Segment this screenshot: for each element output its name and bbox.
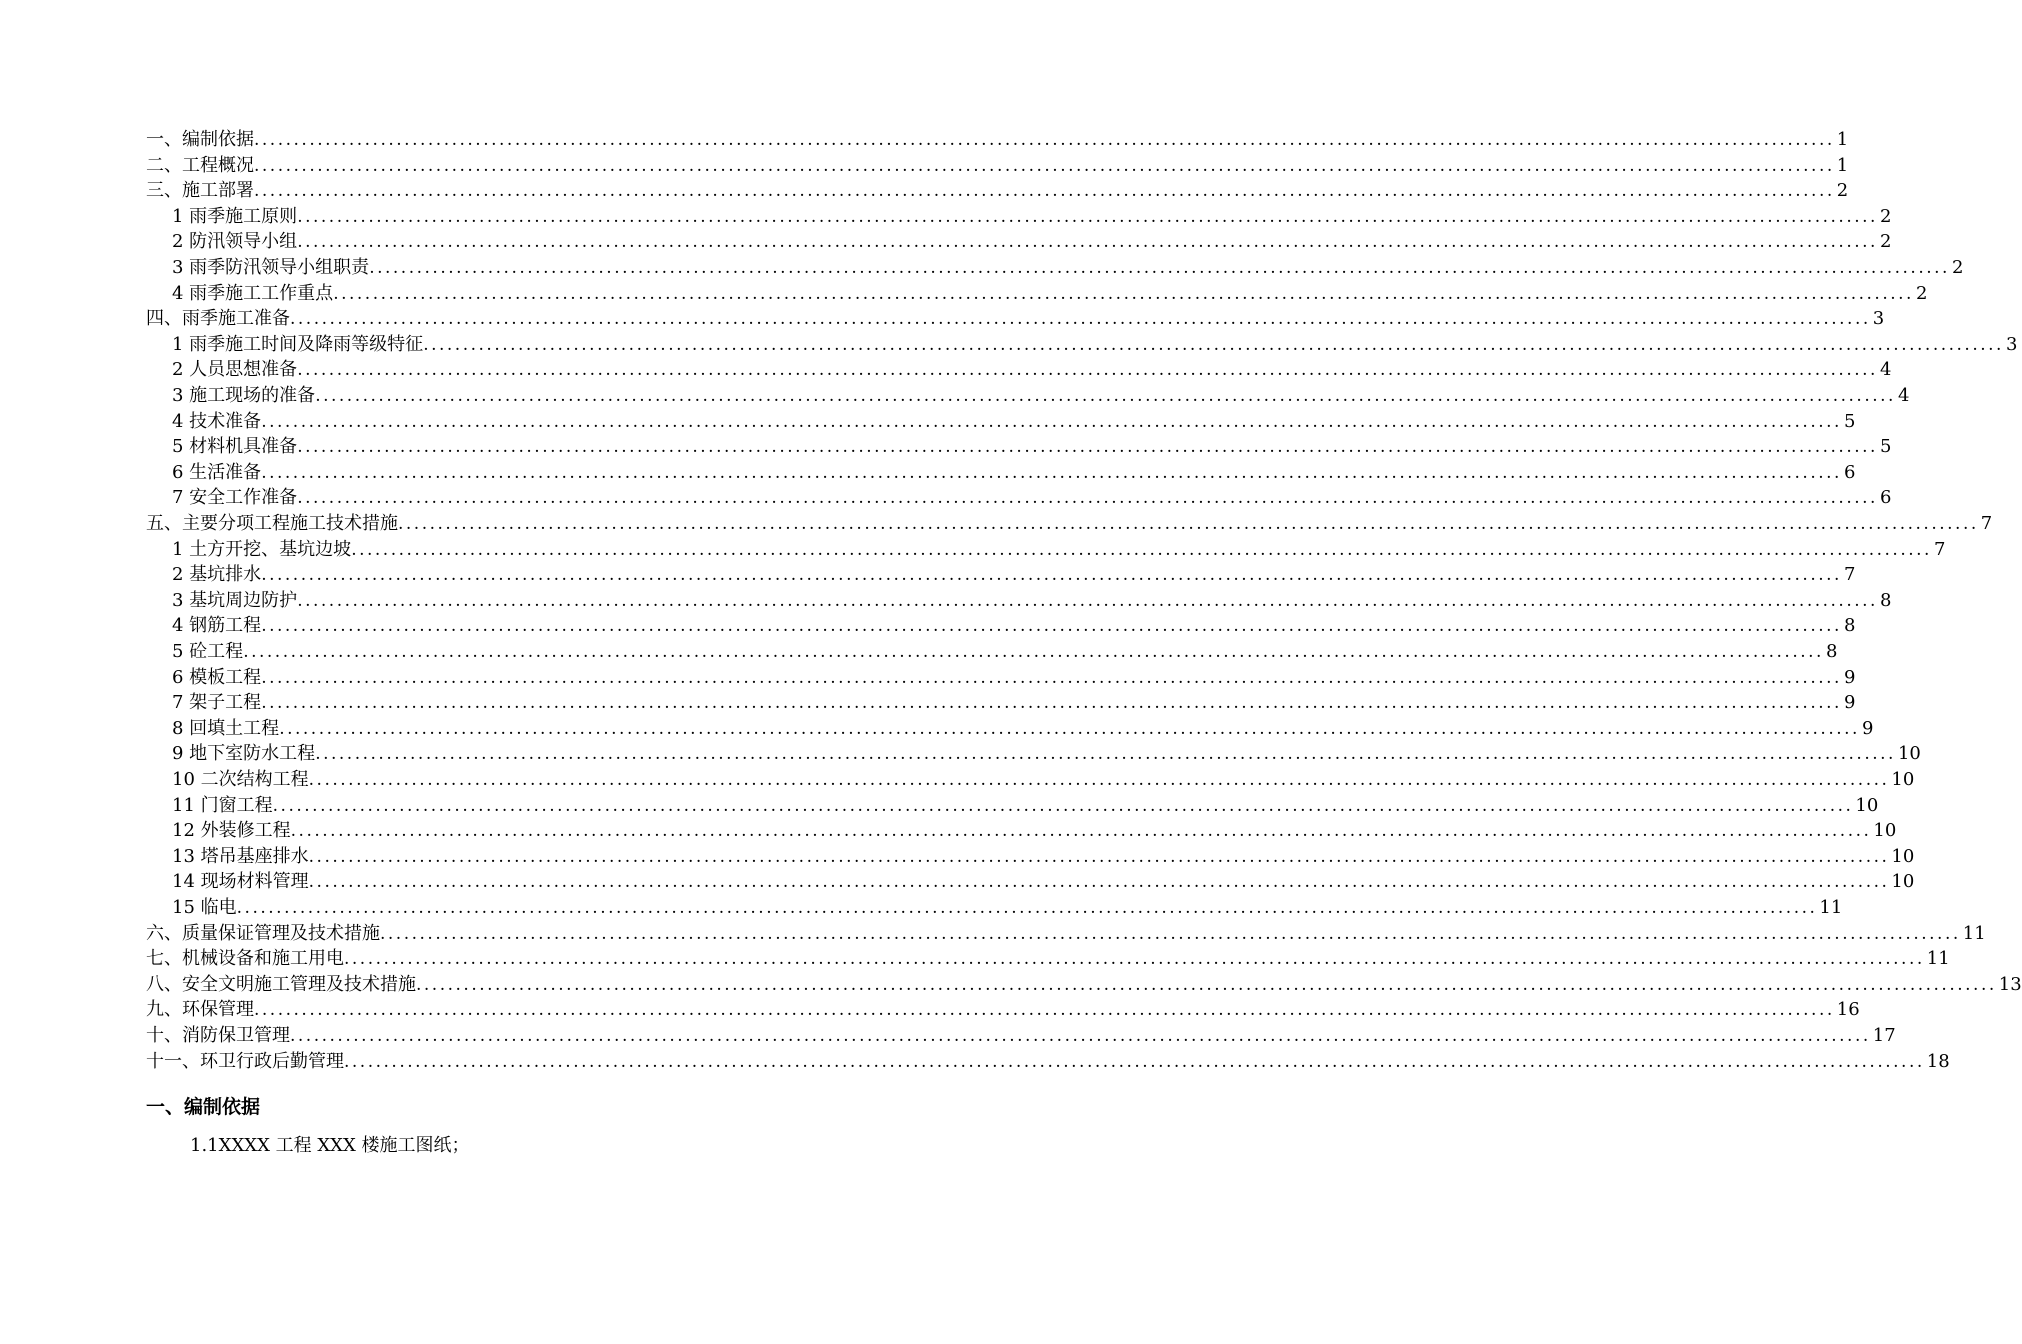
toc-entry[interactable] [172, 613, 1856, 638]
toc-entry[interactable] [146, 127, 1849, 152]
toc-entry-label: 十、消防保卫管理 [146, 1025, 290, 1046]
toc-entry-label: 四、雨季施工准备 [146, 308, 290, 329]
toc-entry-label: 11 门窗工程 [172, 795, 273, 816]
toc-entry-page: 18 [1926, 1051, 1950, 1072]
toc-entry-label: 8 回填土工程 [172, 718, 280, 739]
toc-leader-dots: ........................................................................................................................................................................................................ [272, 796, 1854, 816]
toc-entry-page: 9 [1843, 667, 1856, 688]
toc-entry[interactable] [172, 255, 1964, 280]
toc-entry-label: 5 材料机具准备 [172, 436, 298, 457]
toc-leader-dots: ........................................................................................................................................................................................................ [261, 668, 1842, 688]
toc-entry-page: 1 [1836, 129, 1849, 150]
toc-entry[interactable] [172, 818, 1897, 843]
toc-entry-page: 8 [1825, 641, 1838, 662]
toc-leader-dots: ........................................................................................................................................................................................................ [254, 1000, 1835, 1020]
toc-leader-dots: ........................................................................................................................................................................................................ [261, 463, 1842, 483]
toc-entry[interactable] [172, 690, 1856, 715]
toc-entry-label: 3 雨季防汛领导小组职责 [172, 257, 370, 278]
toc-entry[interactable] [146, 153, 1849, 178]
toc-entry[interactable] [146, 511, 1993, 536]
toc-leader-dots: ........................................................................................................................................................................................................ [261, 412, 1842, 432]
toc-leader-dots: ........................................................................................................................................................................................................ [297, 207, 1878, 227]
toc-leader-dots: ........................................................................................................................................................................................................ [279, 719, 1860, 739]
toc-entry-page: 2 [1951, 257, 1964, 278]
toc-leader-dots: ........................................................................................................................................................................................................ [297, 488, 1878, 508]
toc-entry[interactable] [172, 639, 1838, 664]
toc-leader-dots: ........................................................................................................................................................................................................ [344, 1052, 1925, 1072]
toc-entry[interactable] [172, 895, 1843, 920]
toc-leader-dots: ........................................................................................................................................................................................................ [423, 335, 2004, 355]
toc-entry-label: 七、机械设备和施工用电 [146, 948, 344, 969]
toc-entry[interactable] [172, 357, 1892, 382]
toc-entry-label: 五、主要分项工程施工技术措施 [146, 513, 398, 534]
toc-entry-page: 6 [1843, 462, 1856, 483]
toc-entry-label: 7 安全工作准备 [172, 487, 298, 508]
toc-entry-page: 3 [1872, 308, 1885, 329]
toc-entry[interactable] [172, 588, 1892, 613]
toc-leader-dots: ........................................................................................................................................................................................................ [315, 386, 1896, 406]
toc-leader-dots: ........................................................................................................................................................................................................ [333, 284, 1914, 304]
toc-leader-dots: ........................................................................................................................................................................................................ [254, 156, 1835, 176]
section-heading: 一、编制依据 [146, 1096, 261, 1118]
toc-entry-page: 2 [1879, 206, 1892, 227]
toc-entry[interactable] [172, 741, 1921, 766]
toc-entry[interactable] [172, 485, 1892, 510]
toc-entry[interactable] [172, 383, 1910, 408]
toc-entry-label: 3 基坑周边防护 [172, 590, 298, 611]
toc-entry-label: 6 模板工程 [172, 667, 262, 688]
toc-entry-label: 二、工程概况 [146, 155, 254, 176]
toc-entry[interactable] [172, 204, 1892, 229]
toc-entry-label: 九、环保管理 [146, 999, 254, 1020]
toc-leader-dots: ........................................................................................................................................................................................................ [416, 975, 1997, 995]
toc-entry-label: 十一、环卫行政后勤管理 [146, 1051, 344, 1072]
toc-leader-dots: ........................................................................................................................................................................................................ [236, 898, 1818, 918]
toc-entry[interactable] [172, 716, 1874, 741]
toc-entry-label: 六、质量保证管理及技术措施 [146, 923, 380, 944]
toc-entry-page: 9 [1843, 692, 1856, 713]
toc-leader-dots: ........................................................................................................................................................................................................ [315, 744, 1896, 764]
toc-entry-page: 10 [1873, 820, 1897, 841]
toc-entry-label: 2 基坑排水 [172, 564, 262, 585]
toc-entry-page: 11 [1926, 948, 1950, 969]
toc-leader-dots: ........................................................................................................................................................................................................ [261, 693, 1842, 713]
toc-leader-dots: ........................................................................................................................................................................................................ [297, 232, 1878, 252]
toc-leader-dots: ........................................................................................................................................................................................................ [344, 949, 1925, 969]
toc-entry-label: 9 地下室防水工程 [172, 743, 316, 764]
toc-entry[interactable] [172, 409, 1856, 434]
toc-entry-label: 12 外装修工程 [172, 820, 291, 841]
toc-entry-page: 2 [1915, 283, 1928, 304]
toc-entry-label: 4 钢筋工程 [172, 615, 262, 636]
toc-entry-label: 5 砼工程 [172, 641, 244, 662]
toc-leader-dots: ........................................................................................................................................................................................................ [308, 847, 1890, 867]
toc-entry[interactable] [146, 997, 1860, 1022]
toc-entry-page: 11 [1962, 923, 1986, 944]
toc-entry-page: 7 [1843, 564, 1856, 585]
toc-entry-page: 1 [1836, 155, 1849, 176]
toc-entry[interactable] [172, 844, 1915, 869]
toc-entry-label: 2 人员思想准备 [172, 359, 298, 380]
toc-entry[interactable] [172, 460, 1856, 485]
toc-entry[interactable] [172, 793, 1879, 818]
toc-entry-label: 6 生活准备 [172, 462, 262, 483]
toc-entry[interactable] [146, 1023, 1896, 1048]
toc-leader-dots: ........................................................................................................................................................................................................ [261, 565, 1842, 585]
toc-entry-page: 4 [1897, 385, 1910, 406]
toc-entry-label: 7 架子工程 [172, 692, 262, 713]
toc-entry-label: 13 塔吊基座排水 [172, 846, 309, 867]
toc-entry-page: 10 [1891, 871, 1915, 892]
toc-leader-dots: ........................................................................................................................................................................................................ [297, 437, 1878, 457]
toc-entry-label: 3 施工现场的准备 [172, 385, 316, 406]
toc-leader-dots: ........................................................................................................................................................................................................ [308, 872, 1890, 892]
toc-entry-page: 7 [1980, 513, 1993, 534]
toc-entry-page: 5 [1879, 436, 1892, 457]
toc-leader-dots: ........................................................................................................................................................................................................ [398, 514, 1979, 534]
toc-entry[interactable] [146, 921, 1986, 946]
toc-entry[interactable] [172, 537, 1946, 562]
toc-entry-page: 8 [1879, 590, 1892, 611]
toc-entry-page: 17 [1872, 1025, 1896, 1046]
toc-entry-label: 10 二次结构工程 [172, 769, 309, 790]
toc-entry-page: 7 [1933, 539, 1946, 560]
toc-entry[interactable] [146, 972, 2022, 997]
toc-leader-dots: ........................................................................................................................................................................................................ [369, 258, 1950, 278]
toc-entry-label: 2 防汛领导小组 [172, 231, 298, 252]
toc-leader-dots: ........................................................................................................................................................................................................ [254, 130, 1835, 150]
toc-entry[interactable] [172, 281, 1928, 306]
toc-entry[interactable] [172, 767, 1915, 792]
toc-leader-dots: ........................................................................................................................................................................................................ [290, 1026, 1871, 1046]
toc-entry-page: 2 [1879, 231, 1892, 252]
toc-entry[interactable] [172, 869, 1915, 894]
toc-entry[interactable] [172, 434, 1892, 459]
toc-leader-dots: ........................................................................................................................................................................................................ [254, 181, 1835, 201]
toc-entry[interactable] [172, 562, 1856, 587]
toc-entry-label: 15 临电 [172, 897, 237, 918]
toc-entry-page: 5 [1843, 411, 1856, 432]
toc-entry-page: 6 [1879, 487, 1892, 508]
toc-entry-page: 9 [1861, 718, 1874, 739]
toc-entry[interactable] [172, 229, 1892, 254]
toc-entry-label: 4 雨季施工工作重点 [172, 283, 334, 304]
toc-leader-dots: ........................................................................................................................................................................................................ [261, 616, 1842, 636]
toc-leader-dots: ........................................................................................................................................................................................................ [297, 360, 1878, 380]
toc-leader-dots: ........................................................................................................................................................................................................ [297, 591, 1878, 611]
toc-entry-page: 2 [1836, 180, 1849, 201]
toc-entry-label: 一、编制依据 [146, 129, 254, 150]
toc-leader-dots: ........................................................................................................................................................................................................ [290, 821, 1872, 841]
toc-entry-page: 10 [1855, 795, 1879, 816]
toc-entry[interactable] [146, 1049, 1950, 1074]
toc-leader-dots: ........................................................................................................................................................................................................ [290, 309, 1871, 329]
toc-entry-label: 1 雨季施工原则 [172, 206, 298, 227]
toc-entry-page: 8 [1843, 615, 1856, 636]
toc-entry-page: 3 [2005, 334, 2018, 355]
toc-entry-page: 10 [1897, 743, 1921, 764]
toc-entry[interactable] [172, 332, 2018, 357]
toc-leader-dots: ........................................................................................................................................................................................................ [243, 642, 1824, 662]
toc-entry[interactable] [146, 178, 1849, 203]
toc-leader-dots: ........................................................................................................................................................................................................ [380, 924, 1961, 944]
toc-entry-label: 14 现场材料管理 [172, 871, 309, 892]
toc-entry-page: 11 [1819, 897, 1843, 918]
toc-leader-dots: ........................................................................................................................................................................................................ [308, 770, 1890, 790]
toc-entry[interactable] [146, 946, 1950, 971]
toc-entry-page: 4 [1879, 359, 1892, 380]
toc-entry-page: 16 [1836, 999, 1860, 1020]
basis-item: 1.1XXXX 工程 XXX 楼施工图纸； [190, 1135, 470, 1156]
toc-entry-label: 1 土方开挖、基坑边坡 [172, 539, 352, 560]
toc-entry-label: 1 雨季施工时间及降雨等级特征 [172, 334, 424, 355]
toc-entry[interactable] [172, 665, 1856, 690]
toc-entry-page: 10 [1891, 769, 1915, 790]
toc-entry-page: 10 [1891, 846, 1915, 867]
toc-entry[interactable] [146, 306, 1885, 331]
toc-entry-label: 三、施工部署 [146, 180, 254, 201]
toc-entry-page: 13 [1998, 974, 2022, 995]
toc-leader-dots: ........................................................................................................................................................................................................ [351, 540, 1932, 560]
toc-entry-label: 4 技术准备 [172, 411, 262, 432]
toc-entry-label: 八、安全文明施工管理及技术措施 [146, 974, 416, 995]
